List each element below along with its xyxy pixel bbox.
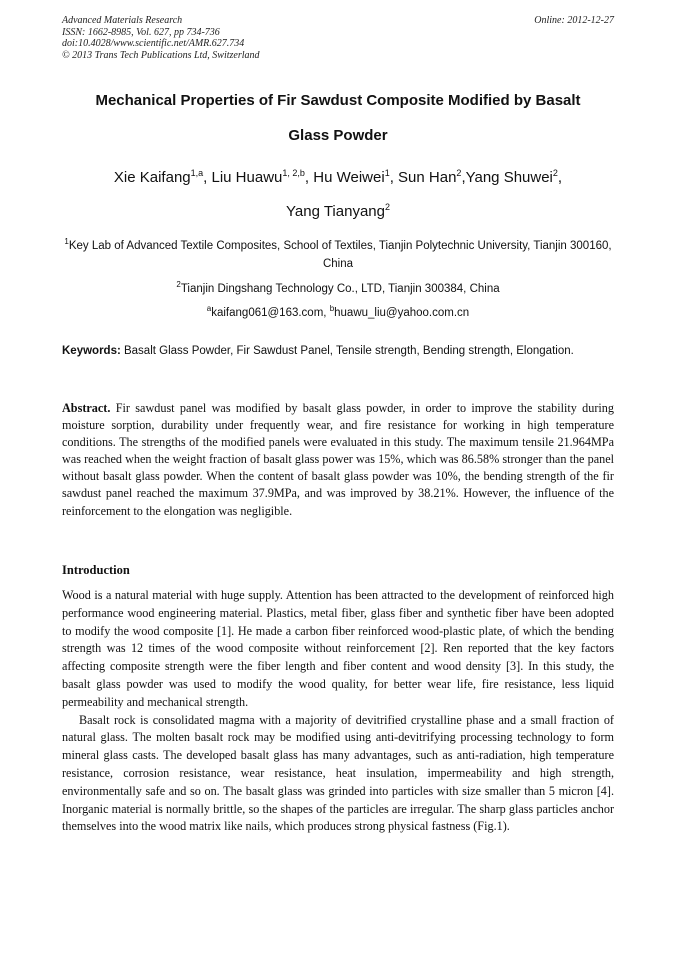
abstract-text: Fir sawdust panel was modified by basalt glass powder, in order to improve the stability during moisture sorption, durability under frequently wear, and fire resistance for working in high temperature conditions. The strengths of the modified panels were evaluated in this study. The maximum tensile 21.964MPa was reached when the weight fraction of basalt glass power was 15%, which was 86.58% stronger than the panel without basalt glass powder. When the content of basalt glass powder was 10%, the bending strength of the fir sawdust panel reached the maximum 37.9MPa, and was improved by 38.21%. However, the influence of the reinforcement to the elongation was negligible. [62, 401, 614, 518]
email-mark: b [329, 304, 335, 314]
author-affiliation-mark: 1,a [190, 168, 204, 178]
affiliation-1 [62, 237, 614, 273]
author-name: Yang Tianyang [286, 203, 385, 220]
keywords-label: Keywords: [62, 345, 121, 357]
introduction-paragraph-1: Wood is a natural material with huge supply. Attention has been attracted to the development of reinforced high performance wood engineering material. Plastics, metal fiber, glass fiber and synthetic fiber have been adopted to modify the wood composite [1]. He made a carbon fiber reinforced wood-plastic plate, of which the bending strength was 12 times of the wood composite without reinforcement [2]. Ren reported that the key factors affecting composite strength were the fiber length and fiber content and wood density [3]. In this study, the basalt glass powder was used to modify the wood quality, for better wear life, fire resistance, less liquid permeability and mechanical strength. [62, 588, 614, 709]
journal-name: Advanced Materials Research [62, 15, 183, 26]
author-separator: , [461, 169, 466, 186]
affiliation-text: Key Lab of Advanced Textile Composites, School of Textiles, Tianjin Polytechnic University, Tianjin 300160, China [68, 240, 612, 270]
author-emails [62, 304, 614, 322]
affiliation-mark: 1 [64, 237, 69, 247]
author-separator: , [389, 169, 399, 186]
email-mark: a [206, 304, 212, 314]
author-name: Hu Weiwei [313, 169, 385, 186]
author-name: Yang Shuwei [465, 169, 553, 186]
author-affiliation-mark: 2 [456, 168, 462, 178]
section-heading-introduction: Introduction [62, 563, 130, 577]
paper-title-line-1: Mechanical Properties of Fir Sawdust Composite Modified by Basalt [95, 92, 581, 109]
author-affiliation-mark: 2 [384, 202, 390, 212]
journal-header [62, 15, 614, 61]
abstract-label: Abstract. [62, 401, 111, 415]
author-separator: , [203, 169, 212, 186]
paper-title-line-2: Glass Powder [288, 127, 388, 144]
affiliation-text: Tianjin Dingshang Technology Co., LTD, Tianjin 300384, China [180, 283, 500, 295]
author-name: Sun Han [398, 169, 457, 186]
keywords-paragraph [62, 342, 614, 360]
journal-issn: ISSN: 1662-8985, Vol. 627, pp 734-736 [62, 26, 220, 38]
online-date: Online: 2012-12-27 [534, 15, 614, 26]
author-affiliation-mark: 1 [384, 168, 390, 178]
keywords-text: Basalt Glass Powder, Fir Sawdust Panel, Tensile strength, Bending strength, Elongation. [120, 345, 574, 357]
email-address: huawu_liu@yahoo.com.cn [334, 307, 470, 319]
journal-copyright: © 2013 Trans Tech Publications Ltd, Switzerland [62, 49, 260, 61]
author-list-line-2 [62, 203, 614, 220]
journal-doi: doi:10.4028/www.scientific.net/AMR.627.734 [62, 38, 245, 49]
abstract-paragraph [62, 400, 614, 520]
author-name: Xie Kaifang [113, 169, 191, 186]
author-name: Liu Huawu [211, 169, 283, 186]
author-separator: , [557, 169, 563, 186]
author-affiliation-mark: 2 [552, 168, 558, 178]
introduction-paragraph-2: Basalt rock is consolidated magma with a majority of devitrified crystalline phase and a small fraction of natural glass. The molten basalt rock may be modified using anti-devitrifying processing technology to form mineral glass casts. The developed basalt glass has many advantages, such as anti-radiation, high temperature resistance, corrosion resistance, wear resistance, heat insulation, impermeability and high strength, environmentally safe and so on. The basalt glass was grinded into particles with size smaller than 5 micron [4]. Inorganic material is normally brittle, so the shapes of the particles are irregular. The sharp glass particles anchor themselves into the wood matrix like nails, which produces strong physical fastness (Fig.1). [62, 712, 614, 834]
affiliation-2 [62, 280, 614, 298]
author-separator: , [304, 169, 314, 186]
author-affiliation-mark: 1, 2,b [282, 168, 305, 178]
affiliation-mark: 2 [176, 280, 181, 290]
author-list-line-1 [62, 169, 614, 186]
introduction-body [62, 587, 614, 836]
email-address: kaifang061@163.com, [211, 307, 330, 319]
